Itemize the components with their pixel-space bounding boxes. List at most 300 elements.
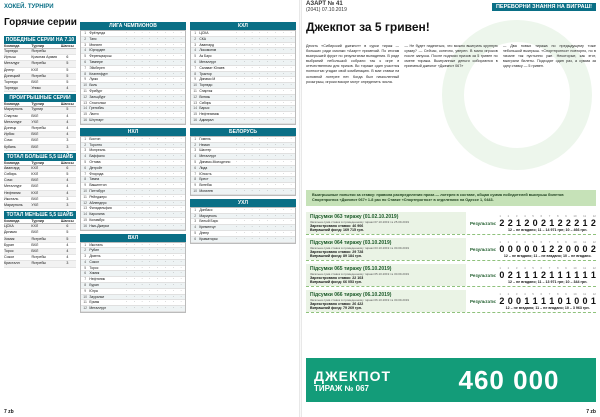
- standings-row: [191, 237, 295, 243]
- team-stat: ·: [243, 177, 245, 182]
- series-cell: 4: [66, 113, 69, 118]
- series-cell: Ястребы: [31, 126, 46, 131]
- team-stat: ·: [157, 277, 159, 282]
- team-name: Зауралье: [89, 294, 105, 299]
- team-stat: ·: [164, 188, 167, 193]
- team-stat: ·: [172, 212, 174, 217]
- team-stat: ·: [180, 88, 182, 93]
- team-stat: ·: [180, 171, 182, 176]
- team-stat: ·: [164, 100, 167, 105]
- team-stat: ·: [149, 306, 151, 311]
- team-stat: ·: [149, 183, 151, 188]
- team-stat: ·: [243, 159, 245, 164]
- team-name: Клагенфурт: [89, 71, 108, 76]
- series-cell: Кубань: [4, 144, 16, 149]
- result-digit: 2: [574, 218, 580, 228]
- team-stat: ·: [149, 212, 151, 217]
- results-winnings: 12 – не вгадано; 11 – не вгадано; 10 – 3 963 грн.: [505, 306, 590, 310]
- team-stat: ·: [133, 265, 135, 270]
- team-stat: ·: [243, 117, 245, 122]
- team-stat: ·: [267, 165, 269, 170]
- team-stat: ·: [164, 206, 167, 211]
- team-stat: ·: [157, 48, 159, 53]
- team-stat: ·: [290, 88, 292, 93]
- team-stat: ·: [235, 42, 238, 47]
- team-stat: ·: [149, 300, 151, 305]
- team-stat: ·: [133, 277, 135, 282]
- team-stat: ·: [290, 213, 292, 218]
- team-stat: ·: [125, 42, 128, 47]
- team-name: Гомель: [199, 136, 211, 141]
- team-rank: 1: [84, 31, 87, 35]
- team-stat: ·: [235, 165, 238, 170]
- series-cell: Кристалл: [4, 261, 20, 266]
- team-stat: ·: [125, 154, 128, 159]
- team-stat: ·: [164, 106, 167, 111]
- series-cell: ВХЛ: [31, 132, 39, 137]
- team-stat: ·: [251, 159, 253, 164]
- team-stat: ·: [149, 265, 151, 270]
- series-cell: Сокол: [4, 255, 15, 260]
- team-stat: ·: [164, 212, 167, 217]
- team-stat: ·: [290, 183, 292, 188]
- team-stat: ·: [172, 177, 174, 182]
- standings-row: [81, 224, 185, 230]
- position-number: 3: [515, 266, 518, 270]
- team-rank: 15: [193, 112, 198, 117]
- series-cell: УХЛ: [31, 119, 39, 124]
- team-stat: ·: [290, 65, 292, 70]
- team-stat: ·: [125, 259, 128, 264]
- team-stat: ·: [235, 59, 238, 64]
- draw-fund: Виграшний фонд: 89 184 грн.: [310, 254, 362, 258]
- team-stat: ·: [259, 42, 261, 47]
- team-name: Бостон: [89, 136, 101, 141]
- team-stat: ·: [164, 283, 167, 288]
- team-stat: ·: [157, 223, 159, 228]
- team-stat: ·: [172, 54, 174, 59]
- draw-stakes: Зареєстровано ставок: 22 103: [310, 276, 364, 280]
- team-stat: ·: [172, 100, 174, 105]
- team-stat: ·: [243, 42, 245, 47]
- team-stat: ·: [149, 254, 151, 259]
- team-stat: ·: [180, 36, 182, 41]
- team-stat: ·: [149, 283, 151, 288]
- team-stat: ·: [133, 306, 135, 311]
- team-stat: ·: [164, 71, 167, 76]
- team-name: Адмирал: [199, 117, 214, 122]
- column-header: Шансы: [60, 44, 74, 48]
- team-stat: ·: [180, 200, 182, 205]
- draw-results: [466, 238, 597, 260]
- team-stat: ·: [251, 36, 253, 41]
- series-cell: Металлург: [4, 119, 22, 124]
- team-stat: ·: [259, 117, 261, 122]
- team-stat: ·: [133, 294, 135, 299]
- team-stat: ·: [290, 171, 292, 176]
- team-rank: 1: [84, 242, 87, 247]
- team-stat: ·: [243, 59, 245, 64]
- team-stat: ·: [164, 306, 167, 311]
- position-number: 4: [524, 266, 526, 270]
- team-stat: ·: [125, 300, 128, 305]
- team-stat: ·: [243, 54, 245, 59]
- result-digit: 1: [590, 296, 596, 306]
- team-name: Филадельфия: [89, 206, 112, 211]
- team-stat: ·: [274, 36, 277, 41]
- team-stat: ·: [172, 36, 174, 41]
- team-stat: ·: [282, 188, 284, 193]
- team-name: Неман: [199, 142, 210, 147]
- standings-table: [80, 128, 186, 231]
- team-stat: ·: [164, 94, 167, 99]
- standings-table: [190, 22, 296, 125]
- team-stat: ·: [141, 212, 143, 217]
- team-stat: ·: [243, 106, 245, 111]
- team-name: Лида: [199, 165, 208, 170]
- team-stat: ·: [290, 142, 292, 147]
- result-digit: 1: [532, 270, 538, 280]
- team-stat: ·: [157, 42, 159, 47]
- position-number: 5: [532, 292, 534, 296]
- team-stat: ·: [164, 112, 167, 117]
- team-name: Брест: [199, 177, 209, 182]
- series-cell: 4: [66, 126, 69, 131]
- team-stat: ·: [180, 71, 182, 76]
- results-digits: [499, 296, 596, 306]
- team-stat: ·: [149, 142, 151, 147]
- right-page: [302, 0, 600, 417]
- team-stat: ·: [267, 230, 269, 235]
- team-name: Могилев: [199, 188, 213, 193]
- team-stat: ·: [282, 54, 284, 59]
- team-stat: ·: [133, 65, 135, 70]
- results-box: [499, 240, 596, 258]
- team-stat: ·: [251, 31, 253, 35]
- team-stat: ·: [259, 225, 261, 230]
- draw-subtitle: Загальна сума ставок в проведенному тиражі 06.10.2019 та 30.09.2019: [310, 298, 410, 302]
- team-rank: 2: [84, 248, 87, 253]
- series-cell: Торос: [4, 249, 14, 254]
- team-stat: ·: [267, 213, 269, 218]
- team-stat: ·: [259, 236, 261, 241]
- team-stat: ·: [125, 94, 128, 99]
- team-name: Лукко: [89, 77, 99, 82]
- team-stat: ·: [157, 212, 159, 217]
- team-stat: ·: [259, 94, 261, 99]
- team-stat: ·: [164, 165, 167, 170]
- team-rank: 5: [194, 159, 197, 164]
- team-rank: 15: [83, 112, 88, 117]
- team-name: Питтсбург: [89, 188, 106, 193]
- team-rank: 4: [194, 154, 197, 159]
- team-rank: 8: [194, 71, 197, 76]
- team-stat: ·: [133, 248, 135, 253]
- team-stat: ·: [259, 219, 261, 224]
- result-digit: 1: [574, 270, 580, 280]
- series-cell: 5: [66, 67, 69, 72]
- team-name: Югра: [89, 288, 98, 293]
- team-stat: ·: [180, 248, 182, 253]
- team-stat: ·: [274, 83, 277, 88]
- team-name: Динамо-Молодечно: [199, 159, 231, 164]
- results-winnings: 12 – не вгадано; 11 – 13 971 грн; 10 – 344 грн.: [508, 280, 588, 284]
- team-stat: ·: [180, 142, 182, 147]
- team-stat: ·: [125, 88, 128, 93]
- team-rank: 16: [83, 117, 88, 122]
- team-stat: ·: [125, 77, 128, 82]
- series-cell: 3: [66, 138, 69, 143]
- team-rank: 6: [84, 59, 87, 64]
- team-stat: ·: [172, 188, 174, 193]
- team-stat: ·: [259, 65, 261, 70]
- team-stat: ·: [274, 213, 277, 218]
- team-stat: ·: [141, 194, 143, 199]
- team-stat: ·: [180, 212, 182, 217]
- result-digit: 0: [574, 296, 580, 306]
- team-stat: ·: [251, 48, 253, 53]
- team-stat: ·: [125, 54, 128, 59]
- team-rank: 6: [194, 165, 197, 170]
- team-name: Тампа: [89, 177, 100, 182]
- result-digit: 0: [516, 244, 522, 254]
- team-stat: ·: [267, 71, 269, 76]
- team-stat: ·: [133, 88, 135, 93]
- team-name: Ижсталь: [89, 242, 103, 247]
- team-stat: ·: [149, 159, 151, 164]
- team-stat: ·: [235, 106, 238, 111]
- team-stat: ·: [274, 42, 277, 47]
- team-stat: ·: [267, 171, 269, 176]
- team-stat: ·: [157, 259, 159, 264]
- team-stat: ·: [251, 83, 253, 88]
- series-title: ПОБЕДНЫЕ СЕРИИ НА 7.10: [5, 37, 75, 43]
- team-stat: ·: [235, 171, 238, 176]
- series-cell: Торпедо: [4, 49, 18, 53]
- team-name: Рубин: [89, 248, 100, 253]
- team-stat: ·: [149, 65, 151, 70]
- series-cell: 5: [66, 107, 69, 112]
- team-rank: 7: [194, 171, 197, 176]
- team-rank: 14: [83, 106, 88, 111]
- team-stat: ·: [235, 148, 238, 153]
- team-stat: ·: [235, 136, 238, 141]
- result-digit: 0: [582, 296, 588, 306]
- team-stat: ·: [157, 159, 159, 164]
- position-number: 11: [583, 266, 587, 270]
- team-name: Флорида: [89, 171, 104, 176]
- team-rank: 8: [84, 177, 87, 182]
- team-stat: ·: [133, 48, 135, 53]
- series-cell: КХЛ: [31, 172, 39, 177]
- team-rank: 6: [84, 165, 87, 170]
- team-stat: ·: [141, 206, 143, 211]
- column-header: Шансы: [60, 102, 74, 107]
- team-stat: ·: [282, 230, 284, 235]
- team-stat: ·: [172, 277, 174, 282]
- team-stat: ·: [157, 183, 159, 188]
- team-stat: ·: [267, 177, 269, 182]
- team-stat: ·: [149, 136, 151, 141]
- team-stat: ·: [157, 283, 159, 288]
- team-stat: ·: [133, 159, 135, 164]
- team-stat: ·: [180, 306, 182, 311]
- results-box: [499, 292, 596, 310]
- team-rank: 2: [194, 142, 197, 147]
- series-cell: КХЛ: [31, 224, 39, 229]
- team-stat: ·: [141, 248, 143, 253]
- team-stat: ·: [172, 165, 174, 170]
- team-stat: ·: [149, 277, 151, 282]
- team-stat: ·: [267, 148, 269, 153]
- team-stat: ·: [180, 242, 182, 247]
- team-name: Ференцварош: [89, 54, 112, 59]
- team-stat: ·: [274, 219, 277, 224]
- team-stat: ·: [290, 31, 292, 35]
- team-stat: ·: [180, 183, 182, 188]
- team-rank: 8: [194, 177, 197, 182]
- team-stat: ·: [282, 177, 284, 182]
- team-name: Вашингтон: [89, 183, 107, 188]
- standings-row: [81, 306, 185, 312]
- team-stat: ·: [172, 65, 174, 70]
- team-rank: 8: [84, 283, 87, 288]
- series-rows: [4, 107, 76, 150]
- team-stat: ·: [141, 294, 143, 299]
- team-stat: ·: [141, 254, 143, 259]
- team-stat: ·: [259, 100, 261, 105]
- team-stat: ·: [164, 36, 167, 41]
- team-stat: ·: [267, 112, 269, 117]
- team-stat: ·: [274, 183, 277, 188]
- team-stat: ·: [125, 59, 128, 64]
- tables-column-1: [80, 20, 186, 316]
- result-digit: 1: [540, 296, 546, 306]
- team-stat: ·: [149, 248, 151, 253]
- team-stat: ·: [259, 83, 261, 88]
- team-stat: ·: [282, 236, 284, 241]
- team-stat: ·: [290, 71, 292, 76]
- position-number: 9: [565, 266, 567, 270]
- team-stat: ·: [149, 188, 151, 193]
- result-digit: 2: [590, 244, 596, 254]
- series-cell: Сочи: [4, 138, 13, 143]
- team-stat: ·: [164, 154, 167, 159]
- team-stat: ·: [133, 177, 135, 182]
- team-stat: ·: [259, 171, 261, 176]
- team-name: Дизель: [89, 254, 101, 259]
- series-cell: Торпедо: [4, 80, 18, 85]
- series-cell: ЦСКА: [4, 224, 14, 229]
- team-stat: ·: [149, 171, 151, 176]
- team-name: Коламбус: [89, 217, 105, 222]
- series-cell: Спартак: [4, 113, 18, 118]
- team-rank: 13: [83, 206, 88, 211]
- notice-banner: Выигрышные попытки за ставку: правила распределения приза — лотерея в составе, общая сумма победителей выигрыш билетов Спортпрогноз «Джекпот 067» 1-8 раз по Ставке «Спортпрогноз» в отделениях на Одессе 1, 0443.: [306, 190, 596, 206]
- team-name: Стокгольм: [89, 100, 106, 105]
- team-rank: 6: [194, 59, 197, 64]
- team-stat: ·: [259, 106, 261, 111]
- team-stat: ·: [180, 148, 182, 153]
- team-rank: 12: [193, 94, 198, 99]
- team-stat: ·: [172, 83, 174, 88]
- team-stat: ·: [243, 65, 245, 70]
- team-stat: ·: [125, 177, 128, 182]
- team-stat: ·: [164, 300, 167, 305]
- team-stat: ·: [290, 117, 292, 122]
- position-number: 11: [583, 240, 587, 244]
- team-stat: ·: [243, 71, 245, 76]
- team-stat: ·: [133, 165, 135, 170]
- series-cell: 5: [66, 73, 69, 78]
- team-name: Авангард: [199, 42, 214, 47]
- position-number: 1: [499, 266, 501, 270]
- team-stat: ·: [141, 259, 143, 264]
- results-box: [499, 214, 596, 232]
- team-stat: ·: [125, 294, 128, 299]
- team-stat: ·: [164, 194, 167, 199]
- team-rank: 4: [194, 225, 197, 230]
- standings-table: [190, 128, 296, 196]
- standings-row: [81, 118, 185, 124]
- series-cell: Ястребы: [31, 236, 46, 241]
- team-name: Торос: [89, 265, 99, 270]
- standings-body: [190, 207, 296, 244]
- team-stat: ·: [274, 59, 277, 64]
- team-stat: ·: [141, 242, 143, 247]
- team-stat: ·: [149, 242, 151, 247]
- position-number: 4: [524, 292, 526, 296]
- column-header: Шансы: [60, 219, 74, 224]
- team-name: Химик: [89, 271, 100, 276]
- team-name: Юность: [199, 171, 212, 176]
- team-stat: ·: [149, 154, 151, 159]
- series-cell: ВХЛ: [31, 80, 39, 85]
- team-stat: ·: [157, 36, 159, 41]
- team-stat: ·: [235, 183, 238, 188]
- series-cell: Нефтяник: [4, 190, 21, 195]
- team-stat: ·: [180, 223, 182, 228]
- draw-title: Підсумки 066 тиражу (06.10.2019): [310, 292, 392, 298]
- series-block: [4, 211, 76, 267]
- team-stat: ·: [235, 142, 238, 147]
- draw-fund: Виграшний фонд: 169 715 грн.: [310, 228, 364, 232]
- team-stat: ·: [141, 200, 143, 205]
- results-label: Результати:: [470, 246, 497, 252]
- team-stat: ·: [172, 106, 174, 111]
- team-stat: ·: [141, 142, 143, 147]
- team-stat: ·: [172, 159, 174, 164]
- team-stat: ·: [149, 88, 151, 93]
- team-name: Шахтер: [199, 148, 212, 153]
- column-header: Турнир: [31, 44, 45, 48]
- team-stat: ·: [172, 154, 174, 159]
- team-stat: ·: [172, 200, 174, 205]
- team-stat: ·: [133, 154, 135, 159]
- team-stat: ·: [164, 31, 167, 35]
- team-stat: ·: [235, 83, 238, 88]
- series-cell: Металлург: [4, 184, 22, 189]
- team-stat: ·: [251, 171, 253, 176]
- team-rank: 1: [194, 207, 197, 212]
- position-number: 10: [573, 240, 577, 244]
- team-rank: 7: [84, 277, 87, 282]
- team-rank: 7: [84, 65, 87, 70]
- result-digit: 2: [540, 218, 546, 228]
- result-digit: 1: [582, 270, 588, 280]
- team-stat: ·: [125, 283, 128, 288]
- team-stat: ·: [180, 42, 182, 47]
